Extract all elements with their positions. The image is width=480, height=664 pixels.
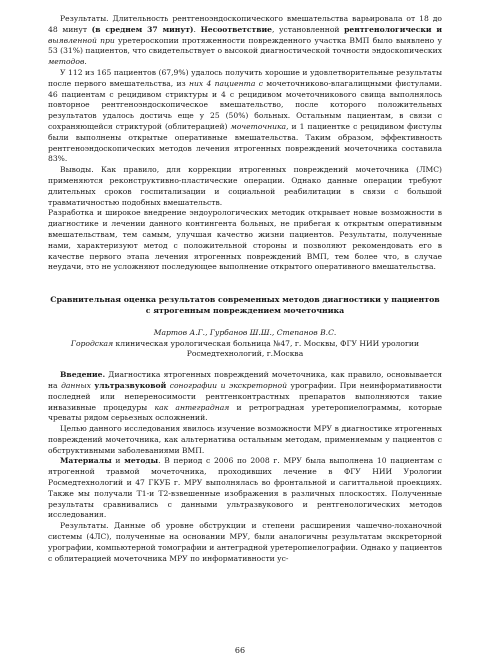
spacer (48, 360, 442, 370)
paragraph-aim: Целью данного исследования явилось изучение возможности МРУ в диагностике ятрогенных повреждений мочеточника, как альтернатива остальным методам, применяемым у пациентов с обструктивными заболеваниями ВМП. (48, 424, 442, 455)
text-run-bold: Несоответствие (200, 24, 272, 34)
text-run: У 112 из 165 пациентов (67,9%) удалось получить хорошие и удовлетворительные результаты после первого вмешательства, из (48, 67, 442, 88)
affiliation-line-1 (48, 339, 442, 350)
text-run-italic: сонографии и экскреторной (169, 380, 287, 390)
text-run: . (193, 24, 201, 34)
text-run: . В период с 2006 по 2008 г. МРУ была выполнена 10 пациентам с ятрогенной травмой мочеточника, проходивших лечение в ФГУ НИИ Урологии Росмедтехнологий и 47 ГКУБ г. МРУ выполнялась во фронтальной и сагиттальной проекциях. Также мы получали Т1-и Т2-взвешенные изображения в различных плоскостях. Полученные результаты сравнивались с данными ультразвукового и рентгенологических методов исследования. (48, 456, 443, 520)
text-run: и (111, 456, 125, 466)
paragraph-results-2 (48, 68, 442, 165)
text-run-italic: них 4 пациента с (188, 78, 263, 88)
text-run-italic: методов (48, 57, 85, 67)
affiliation-line-2: Росмедтехнологий, г.Москва (186, 349, 304, 359)
paragraph-discussion: Разработка и широкое внедрение эндоурологических методик открывает новые возможности в диагностике и лечении данного контингента больных, не прибегая к открытым оперативным вмешательствам, тем самым, улучшая качество жизни пациентов. Результаты, полученные нами, характеризуют метод с положительной стороны и позволяют рекомендовать его в качестве первого этапа лечения ятрогенных повреждений ВМП, тем более что, в случае неудачи, это не усложняют последующее выполнение открытого оперативного вмешательства. (48, 208, 442, 272)
text-run-bold: Введение. (60, 370, 106, 380)
text-run-italic: Городская (70, 338, 114, 348)
text-run-bold: методы (124, 456, 159, 466)
text-run-italic: выявленной при (48, 35, 115, 45)
paragraph-introduction (48, 370, 442, 424)
paragraph-results-1 (48, 14, 442, 68)
text-run-bold: (в среднем 37 минут) (91, 24, 194, 34)
text-run-bold: Материалы (60, 456, 112, 466)
text-run: Результаты. Длительность рентгеноэндоскопического вмешательства варьировала от 18 до 48 минут (48, 14, 442, 34)
section-title-line-1: Сравнительная оценка результатов современных методов диагностики у пациентов (50, 295, 440, 305)
paragraph-conclusions: Выводы. Как правило, для коррекции ятрогенных повреждений мочеточника (ЛМС) применяются реконструктивно-пластические операции. Однако данные операции требуют длительных сроков госпитализации и социальной реабилитации в связи с большой травматичностью подобных вмешательств. (48, 165, 442, 207)
text-run-italic: мочеточника (230, 121, 287, 131)
text-run: , и 1 пациентке с рецидивом фистулы были выполнены открытые оперативные вмешательства. Таким образом, эффективность рентгеноэндоскопических методов лечения ятрогенных повреждений мочеточника составила 83%. (48, 121, 442, 164)
text-run: , установленной (271, 24, 345, 34)
authors: Мартов А.Г., Гурбанов Ш.Ш., Степанов В.С. (153, 327, 337, 337)
text-run: мочеточниково-влагалищными фистулами. 46 пациентам с рецидивом стриктуры и 4 с рецидивом мочеточникового свища выполнялось повторное рентгеноэндоскопическое вмешательство, после которого положительных результатов удалось достичь еще у 25 (50%) больных. Остальным пациентам, в связи с сохраняющейся стриктурой (облитерацией) (48, 78, 442, 131)
text-run-italic: как антеградная (154, 402, 230, 412)
text-run: и ретроградная уретеропиелограммы, которые чреваты рядом серьезных осложнений. (48, 402, 443, 423)
text-run: Диагностика ятрогенных повреждений мочеточника, как правило, основывается на (48, 370, 442, 390)
text-run: уретероскопии протяженности поврежденного участка ВМП было выявлено у 53 (31%) пациентов, что свидетельствует о высокой диагностической точности эндоскопических (48, 35, 442, 56)
text-run: . (84, 57, 87, 67)
text-run-italic: данных (61, 380, 91, 390)
paragraph-results-3: Результаты. Данные об уровне обструкции и степени расширения чашечно-лоханочной системы (4ЛС), полученные на основании МРУ, были аналогичны результатам экскреторной урографии, компьютерной томографии и антеградной уретеропиелографии. Однако у пациентов с облитерацией мочеточника МРУ по информативности ус- (48, 521, 442, 563)
section-title-line-2: с ятрогенным повреждением мочеточника (145, 305, 345, 315)
text-run: урографии. При неинформативности последней или непереносимости рентгенконтрастных препаратов выполняются такие инвазивные процедуры (48, 380, 442, 412)
article-page (48, 14, 442, 564)
page-number: 66 (234, 646, 246, 655)
text-run-bold: рентгенологически и (344, 24, 442, 34)
text-run-bold: ультразвуковой (94, 380, 167, 390)
section-gap (48, 273, 442, 295)
paragraph-methods (48, 456, 442, 521)
text-run: клиническая урологическая больница №47, г. Москвы, ФГУ НИИ урологии (113, 338, 420, 348)
